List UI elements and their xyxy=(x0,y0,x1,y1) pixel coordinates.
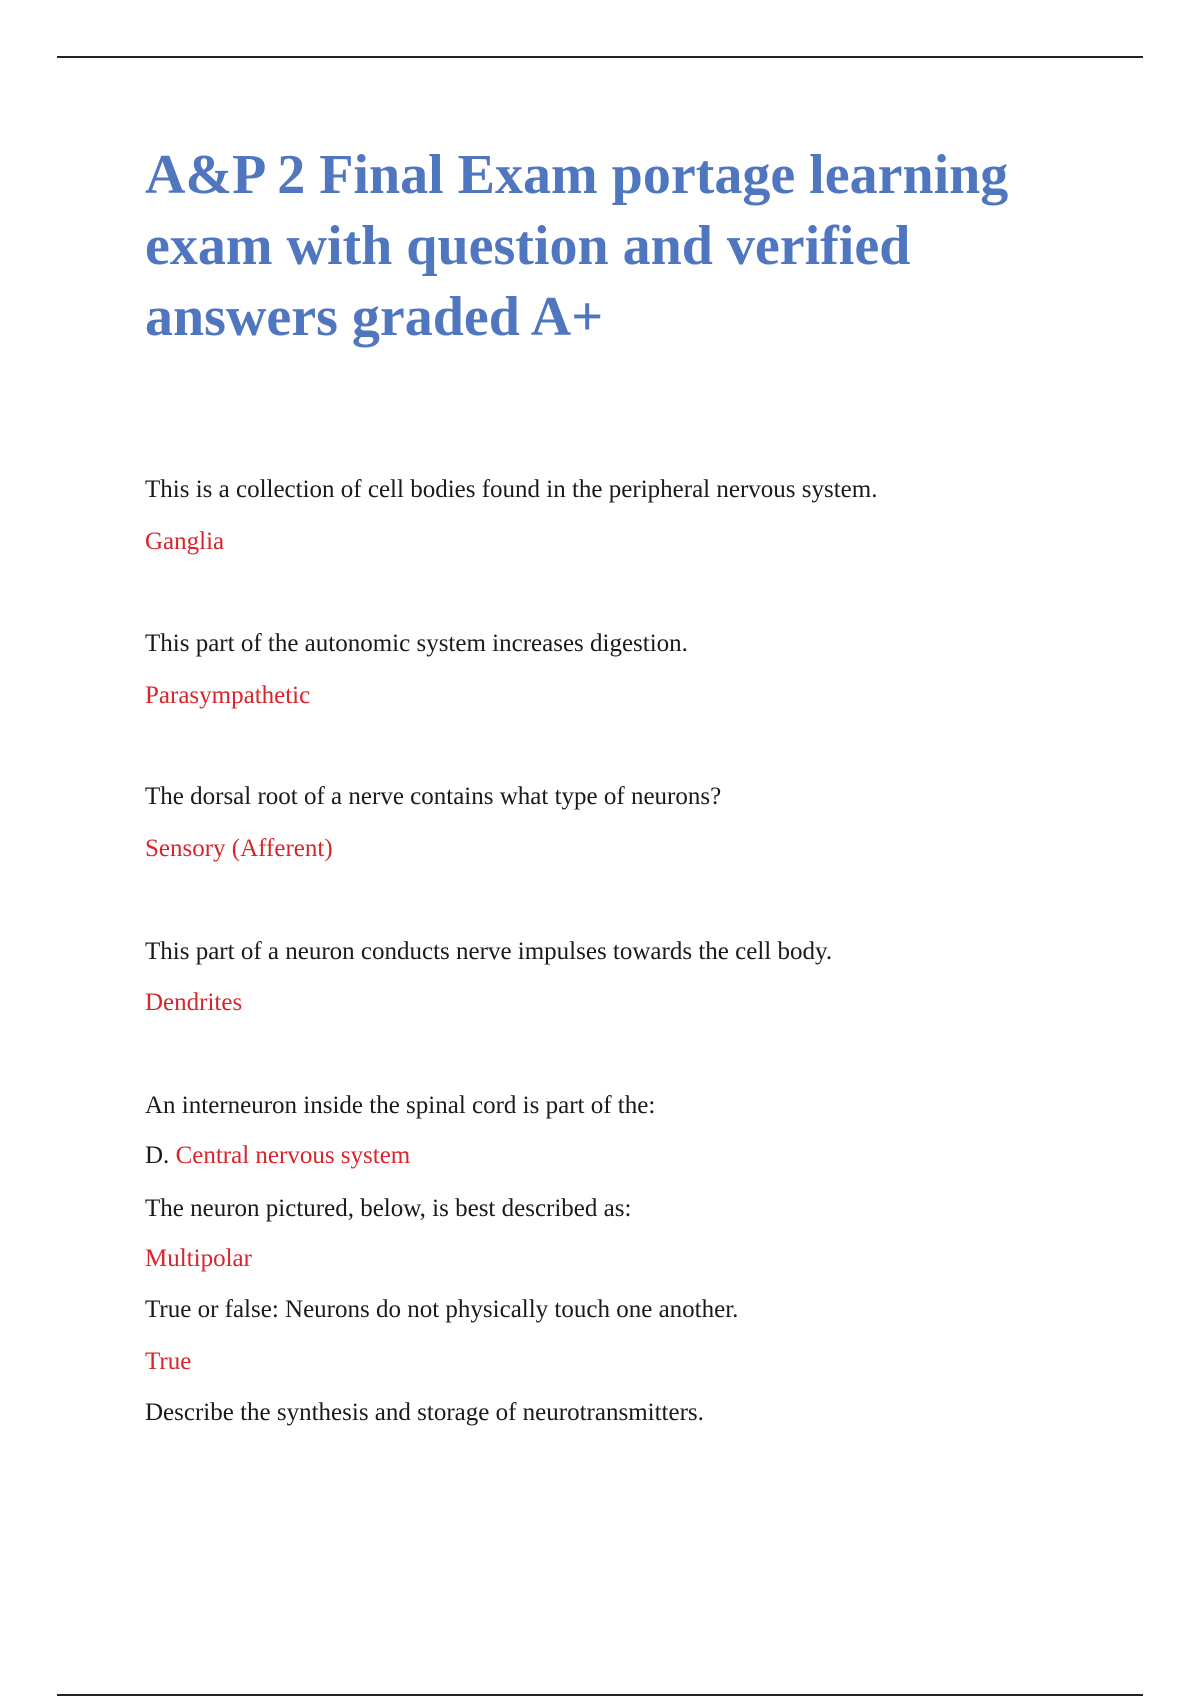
bottom-rule xyxy=(57,1694,1143,1696)
answer-7: True xyxy=(145,1348,192,1375)
question-3: The dorsal root of a nerve contains what type of neurons? xyxy=(145,783,722,810)
answer-5 xyxy=(145,1140,410,1172)
top-rule xyxy=(57,56,1143,58)
answer-4: Dendrites xyxy=(145,989,243,1016)
answer-1: Ganglia xyxy=(145,528,225,555)
document-title: A&P 2 Final Exam portage learning exam with question and verified answers graded A+ xyxy=(145,144,1009,348)
answer-6: Multipolar xyxy=(145,1245,252,1272)
question-7: True or false: Neurons do not physically touch one another. xyxy=(145,1296,739,1323)
answer-2: Parasympathetic xyxy=(145,682,311,709)
answer-5-prefix: D. xyxy=(145,1142,170,1169)
question-5: An interneuron inside the spinal cord is part of the: xyxy=(145,1092,656,1119)
question-8: Describe the synthesis and storage of neurotransmitters. xyxy=(145,1399,704,1426)
question-6: The neuron pictured, below, is best described as: xyxy=(145,1195,632,1222)
question-1: This is a collection of cell bodies found in the peripheral nervous system. xyxy=(145,476,878,503)
answer-5-text: Central nervous system xyxy=(175,1142,411,1169)
question-2: This part of the autonomic system increases digestion. xyxy=(145,630,688,657)
answer-3: Sensory (Afferent) xyxy=(145,835,333,862)
question-4: This part of a neuron conducts nerve impulses towards the cell body. xyxy=(145,938,833,965)
